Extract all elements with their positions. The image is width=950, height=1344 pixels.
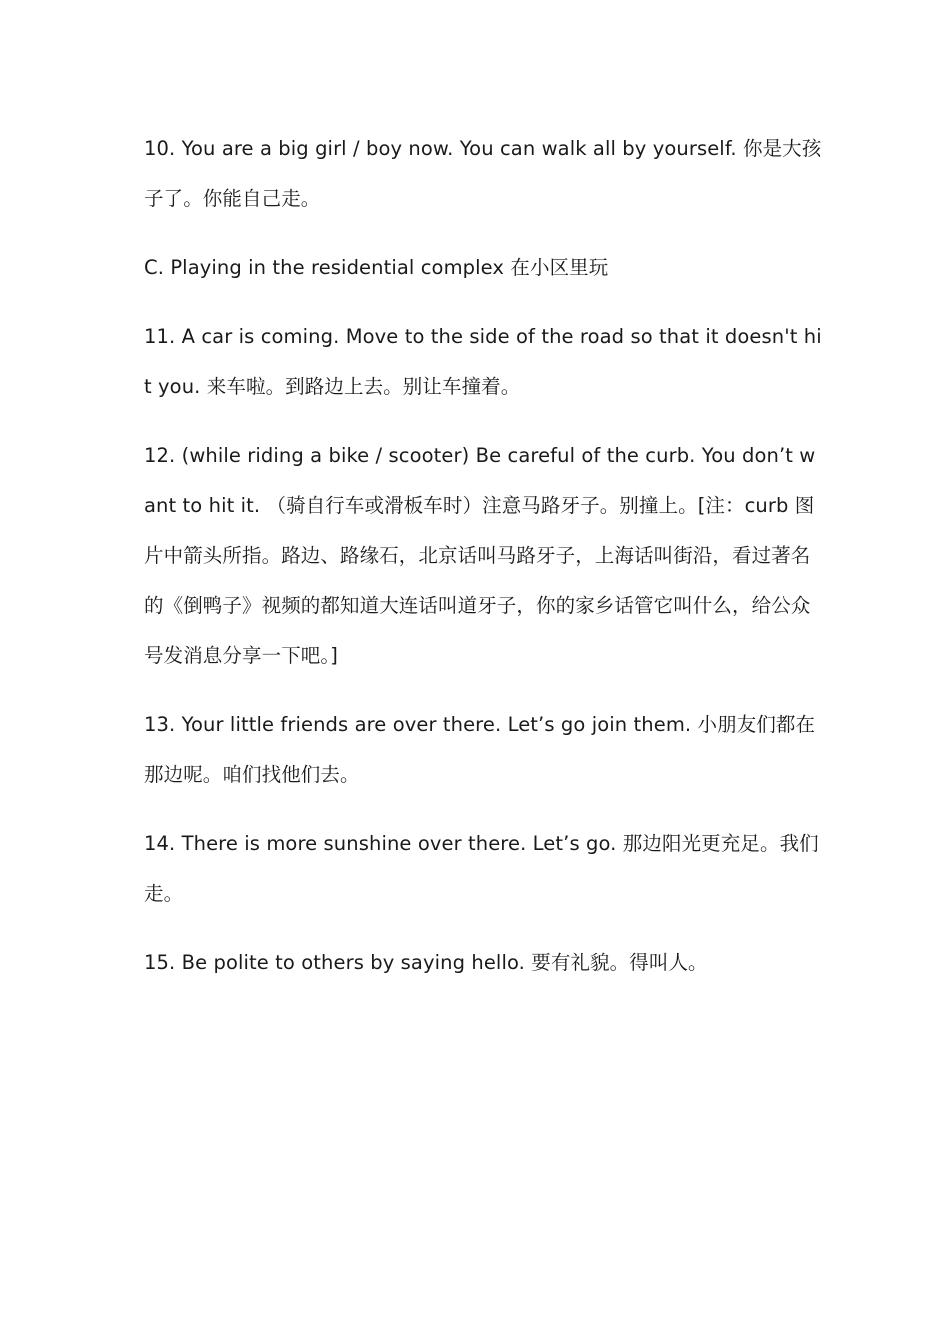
paragraph-item-12: 12. (while riding a bike / scooter) Be careful of the curb. You don’t want to hit it. （骑自行车或滑板车时）注意马路牙子。别撞上。[注：curb 图片中箭头所指。路边、路缘石，北京话叫马路牙子，上海话叫街沿，看过著名的《倒鸭子》视频的都知道大连话叫道牙子，你的家乡话管它叫什么，给公众号发消息分享一下吧。] <box>144 444 816 667</box>
section-heading-c: C. Playing in the residential complex 在小区里玩 <box>144 256 609 279</box>
paragraph-item-15: 15. Be polite to others by saying hello. 要有礼貌。得叫人。 <box>144 951 708 974</box>
paragraph-item-14: 14. There is more sunshine over there. Let’s go. 那边阳光更充足。我们走。 <box>144 832 819 905</box>
paragraph-item-11: 11. A car is coming. Move to the side of the road so that it doesn't hit you. 来车啦。到路边上去。别让车撞着。 <box>144 325 822 398</box>
paragraph-item-10: 10. You are a big girl / boy now. You can walk all by yourself. 你是大孩子了。你能自己走。 <box>144 137 822 210</box>
document-body <box>144 124 824 1007</box>
paragraph-item-13: 13. Your little friends are over there. Let’s go join them. 小朋友们都在那边呢。咱们找他们去。 <box>144 713 816 786</box>
